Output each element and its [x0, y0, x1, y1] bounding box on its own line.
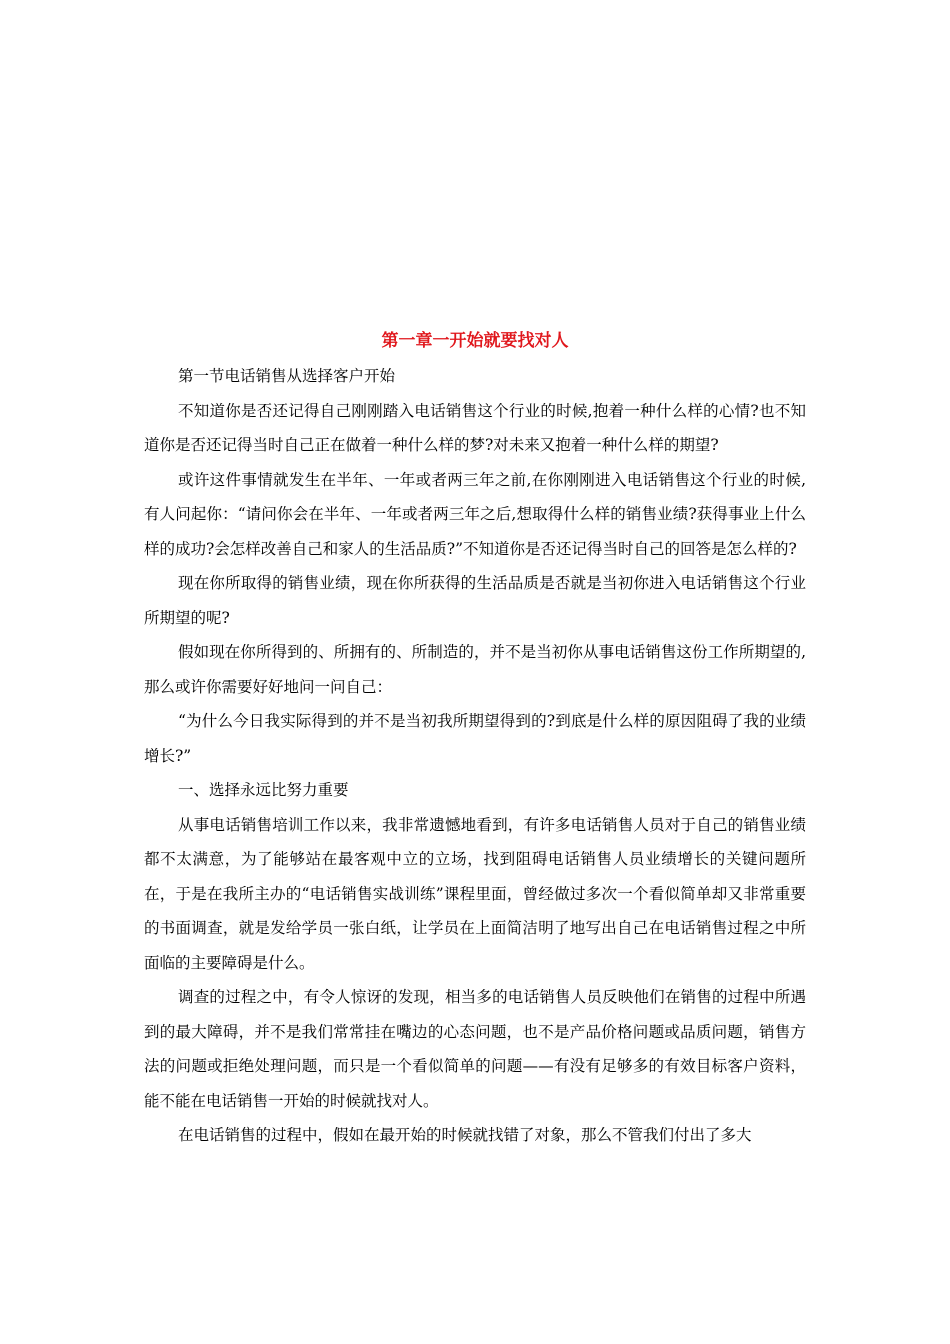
body-paragraph: “为什么今日我实际得到的并不是当初我所期望得到的?到底是什么样的原因阻碍了我的业绩增长?” — [144, 712, 806, 765]
body-paragraph: 不知道你是否还记得自己刚刚踏入电话销售这个行业的时候,抱着一种什么样的心情?也不知道你是否还记得当时自己正在做着一种什么样的梦?对未来又抱着一种什么样的期望? — [144, 401, 806, 454]
section-heading: 第一节电话销售从选择客户开始 — [178, 367, 396, 385]
body-paragraph: 假如现在你所得到的、所拥有的、所制造的，并不是当初你从事电话销售这份工作所期望的,那么或许你需要好好地问一问自己： — [144, 643, 806, 696]
body-paragraph: 或许这件事情就发生在半年、一年或者两三年之前,在你刚刚进入电话销售这个行业的时候,有人问起你：“请问你会在半年、一年或者两三年之后,想取得什么样的销售业绩?获得事业上什么样的成功?会怎样改善自己和家人的生活品质?”不知道你是否还记得当时自己的回答是怎么样的? — [144, 470, 806, 558]
document-page — [144, 325, 806, 1153]
chapter-title: 第一章一开始就要找对人 — [381, 331, 569, 351]
subsection-heading: 一、选择永远比努力重要 — [178, 781, 349, 799]
body-paragraph: 现在你所取得的销售业绩，现在你所获得的生活品质是否就是当初你进入电话销售这个行业所期望的呢? — [144, 574, 806, 627]
body-paragraph: 在电话销售的过程中，假如在最开始的时候就找错了对象，那么不管我们付出了多大 — [178, 1126, 752, 1144]
body-paragraph: 从事电话销售培训工作以来，我非常遗憾地看到，有许多电话销售人员对于自己的销售业绩都不太满意，为了能够站在最客观中立的立场，找到阻碍电话销售人员业绩增长的关键问题所在，于是在我所主办的“电话销售实战训练”课程里面，曾经做过多次一个看似简单却又非常重要的书面调查，就是发给学员一张白纸，让学员在上面简洁明了地写出自己在电话销售过程之中所面临的主要障碍是什么。 — [144, 815, 806, 972]
body-paragraph: 调查的过程之中，有令人惊讶的发现，相当多的电话销售人员反映他们在销售的过程中所遇到的最大障碍，并不是我们常常挂在嘴边的心态问题，也不是产品价格问题或品质问题，销售方法的问题或拒绝处理问题，而只是一个看似简单的问题——有没有足够多的有效目标客户资料，能不能在电话销售一开始的时候就找对人。 — [144, 988, 806, 1110]
